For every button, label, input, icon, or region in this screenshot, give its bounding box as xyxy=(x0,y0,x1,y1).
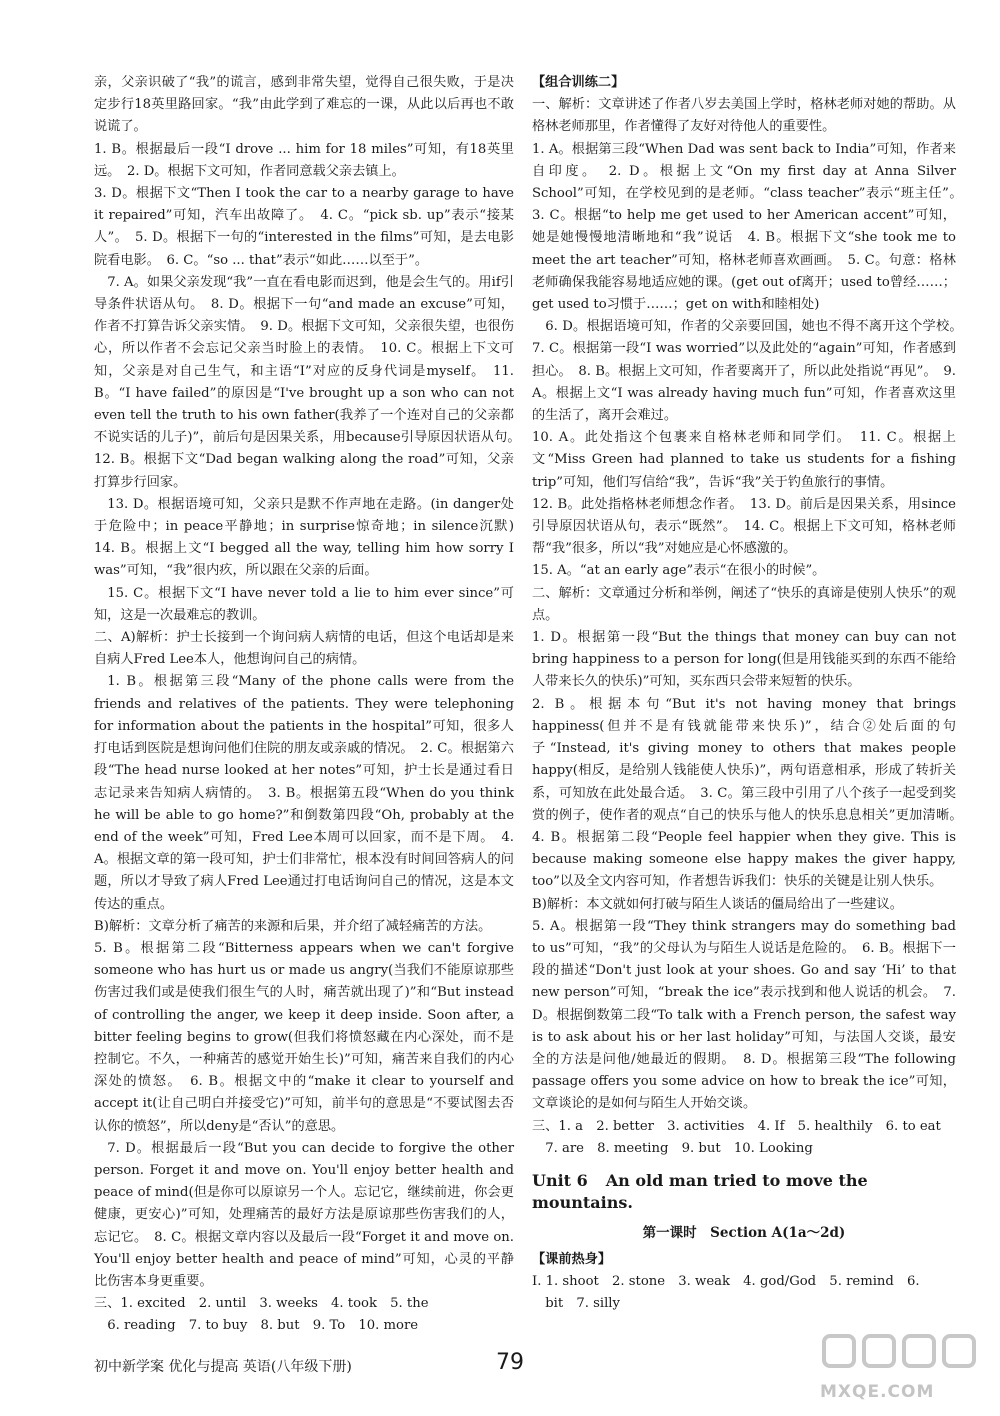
unit-title: An old man tried to move the mountains. xyxy=(532,1170,868,1213)
paragraph: 12. B。此处指格林老师想念作者。 13. D。前后是因果关系，用since引导原因状语从句，表示“既然”。 14. C。根据上下文可知，格林老师帮“我”很多，所以“我”对她应是心怀感激的。 xyxy=(532,496,956,557)
paragraph: 1. A。根据第三段“When Dad was sent back to India”可知，作者来自印度。 2. D。根据上文“On my first day at Anna Silver School”可知，在学校见到的是老师。“class teacher”表示“班主任”。 3. C。根据“to help me get used to her American accent”可知，她是她慢慢地清晰地和“我”说话 4. B。根据下文“she took me to meet the art teacher”可知，格林老师喜欢画画。 5. C。句意：格林老师确保我能容易地适应她的课。(get out of离开；used to曾经……；get used to习惯于……；get on with和睦相处) xyxy=(532,141,970,313)
left-column xyxy=(94,72,528,1338)
unit-heading xyxy=(532,1170,956,1214)
paragraph: 1. D。根据第一段“But the things that money can buy can not bring happiness to a person for long(但是用钱能买到的东西不能给人带来长久的快乐)”可知，买东西只会带来短暂的快乐。 xyxy=(532,630,956,690)
paragraph: 1. B。根据最后一段“I drove ... him for 18 miles”可知，有18英里远。 2. D。根据下文可知，作者同意载父亲去镇上。 xyxy=(94,141,514,179)
paragraph: 2. B。根据本句“But it's not having money that brings happiness(但并不是有钱就能带来快乐)”，结合②处后面的句子“Instead, it's giving money to others that makes people happy(相反，是给别人钱能使人快乐)”，两句语意相承，形成了转折关系，可知放在此处最合适。 3. C。第三段中引用了八个孩子一起受到奖赏的例子，使作者的观点“自己的快乐与他人的快乐息息相关”更加清晰。 4. B。根据第二段“People feel happier when they give. This is because making someone else happy makes the giver happy, too”以及全文内容可知，作者想告诉我们：快乐的关键是让别人快乐。 xyxy=(532,696,970,890)
unit-number: Unit 6 xyxy=(532,1170,588,1190)
answer-line: 三、1. a 2. better 3. activities 4. If 5. healthily 6. to eat xyxy=(532,1118,941,1134)
paragraph: 1. B。根据第三段“Many of the phone calls were from the friends and relatives of the patients. They were telephoning for information about the patients in the hospital”可知，很多人打电话到医院是想询问他们住院的朋友或亲戚的情况。 2. C。根据第六段“The head nurse looked at her notes”可知，护士长是通过看日志记录来告知病人病情的。 3. B。根据第五段“When do you think he will be able to go home?”和倒数第四段“Oh, probably at the end of the week”可知，Fred Lee本周可以回家，而不是下周。 4. A。根据文章的第一段可知，护士们非常忙，根本没有时间回答病人的问题，所以才导致了病人Fred Lee通过打电话询问自己的情况，这是本文传达的重点。 xyxy=(94,674,514,912)
paragraph: 15. C。根据下文“I have never told a lie to him ever since”可知，这是一次最难忘的教训。 xyxy=(94,585,514,623)
answer-line: Ⅰ. 1. shoot 2. stone 3. weak 4. god/God 5. remind 6. xyxy=(532,1273,920,1289)
paragraph: 7. A。如果父亲发现“我”一直在看电影而迟到，他是会生气的。用if引导条件状语从句。 8. D。根据下一句“and made an excuse”可知，作者不打算告诉父亲实情。 9. D。根据下文可知，父亲很失望，也很伤心，所以作者不会忘记父亲当时脸上的表情。 10. C。根据上下文可知，父亲是对自己生气，和主语“I”对应的反身代词是myself。 11. B。“I have failed”的原因是“I've brought up a son who can not even tell the truth to his own father(我养了一个连对自己的父亲都不说实话的儿子)”，前后句是因果关系，用because引导原因状语从句。 12. B。根据下文“Dad began walking along the road”可知，父亲打算步行回家。 xyxy=(94,274,528,490)
paragraph: 13. D。根据语境可知，父亲只是默不作声地在走路。(in danger处于危险中；in peace平静地；in surprise惊奇地；in silence沉默) 14. B。根据上文“I begged all the way, telling him how sorry I was”可知，“我”很内疚，所以跟在父亲的后面。 xyxy=(94,496,528,579)
paragraph: 7. D。根据最后一段“But you can decide to forgive the other person. Forget it and move on. You'll enjoy better health and peace of mind(但是你可以原谅另一个人。忘记它，继续前进，你会更健康，更安心)”可知，处理痛苦的最好方法是原谅那些伤害我们的人，忘记它。 8. C。根据文章内容以及最后一段“Forget it and move on. You'll enjoy better health and peace of mind”可知，心灵的平静比伤害本身更重要。 xyxy=(94,1140,514,1289)
answer-line: 6. reading 7. to buy 8. but 9. To 10. more xyxy=(107,1318,419,1334)
watermark-logo-icon xyxy=(806,1328,986,1384)
paragraph: 15. A。“at an early age”表示“在很小的时候”。 xyxy=(532,563,826,579)
watermark-text: MXQE.COM xyxy=(820,1382,935,1402)
paragraph: 5. A。根据第一段“They think strangers may do something bad to us”可知，“我”的父母认为与陌生人说话是危险的。 6. B。根据下一段的描述“Don't just look at your shoes. Go and say ‘Hi’ to that new person”可知，“break the ice”表示找到和他人说话的机会。 7. D。根据倒数第二段“To talk with a French person, the safest way is to ask about his or her last holiday”可知，与法国人交谈，最安全的方法是问他/她最近的假期。 8. D。根据第三段“The following passage offers you some advice on how to break the ice”可知，文章谈论的是如何与陌生人开始交谈。 xyxy=(532,918,956,1112)
lesson-heading: 第一课时 Section A(1a～2d) xyxy=(642,1225,846,1242)
paragraph: B)解析：文章分析了痛苦的来源和后果，并介绍了减轻痛苦的方法。 xyxy=(94,918,492,934)
watermark xyxy=(806,1328,986,1408)
paragraph: B)解析：本文就如何打破与陌生人谈话的僵局给出了一些建议。 xyxy=(532,896,903,912)
paragraph: 二、解析：文章通过分析和举例，阐述了“快乐的真谛是使别人快乐”的观点。 xyxy=(532,585,956,623)
section-label: 【课前热身】 xyxy=(532,1251,612,1267)
paragraph: 6. D。根据语境可知，作者的父亲要回国，她也不得不离开这个学校。 7. C。根据第一段“I was worried”以及此处的“again”可知，作者感到担心。 8. B。根据上文可知，作者要离开了，所以此处指说“再见”。 9. A。根据上文“I was already having much fun”可知，作者喜欢这里的生活了，离开会难过。 xyxy=(532,319,970,424)
paragraph: 3. D。根据下文“Then I took the car to a nearby garage to have it repaired”可知，汽车出故障了。 4. C。“pick sb. up”表示“接某人”。 5. D。根据下一句的“interested in the films”可知，是去电影院看电影。 6. C。“so ... that”表示“如此……以至于”。 xyxy=(94,186,514,268)
answer-line: 7. are 8. meeting 9. but 10. Looking xyxy=(545,1140,813,1156)
answer-line: bit 7. silly xyxy=(545,1295,620,1311)
paragraph: 一、解析：文章讲述了作者八岁去美国上学时，格林老师对她的帮助。从格林老师那里，作者懂得了友好对待他人的重要性。 xyxy=(532,97,956,135)
book-title: 初中新学案 优化与提高 英语(八年级下册) xyxy=(94,1359,352,1375)
answer-line: 三、1. excited 2. until 3. weeks 4. took 5. the xyxy=(94,1296,429,1312)
paragraph: 亲，父亲识破了“我”的谎言，感到非常失望，觉得自己很失败，于是决定步行18英里路回家。“我”由此学到了难忘的一课，从此以后再也不敢说谎了。 xyxy=(94,75,514,135)
paragraph: 5. B。根据第二段“Bitterness appears when we can't forgive someone who has hurt us or made us angry(当我们不能原谅那些伤害过我们或是使我们很生气的人时，痛苦就出现了)”和“But instead of controlling the anger, we keep it deep inside. Soon after, a bitter feeling begins to grow(但我们将愤怒藏在内心深处，而不是控制它。不久，一种痛苦的感觉开始生长)”可知，痛苦来自我们的内心深处的愤怒。 6. B。根据文中的“make it clear to yourself and accept it(让自己明白并接受它)”可知，前半句的意思是“不要试图去否认你的愤怒”，所以deny是“否认”的意思。 xyxy=(94,940,514,1134)
paragraph: 10. A。此处指这个包裹来自格林老师和同学们。 11. C。根据上文“Miss Green had planned to take us students for a fishing trip”可知，他们写信给“我”，告诉“我”关于钓鱼旅行的事情。 xyxy=(532,430,956,490)
paragraph: 二、A)解析：护士长接到一个询问病人病情的电话，但这个电话却是来自病人Fred Lee本人，他想询问自己的病情。 xyxy=(94,630,514,668)
right-column xyxy=(532,72,970,1315)
page-number: 79 xyxy=(496,1350,524,1375)
section-label: 【组合训练二】 xyxy=(532,75,625,90)
